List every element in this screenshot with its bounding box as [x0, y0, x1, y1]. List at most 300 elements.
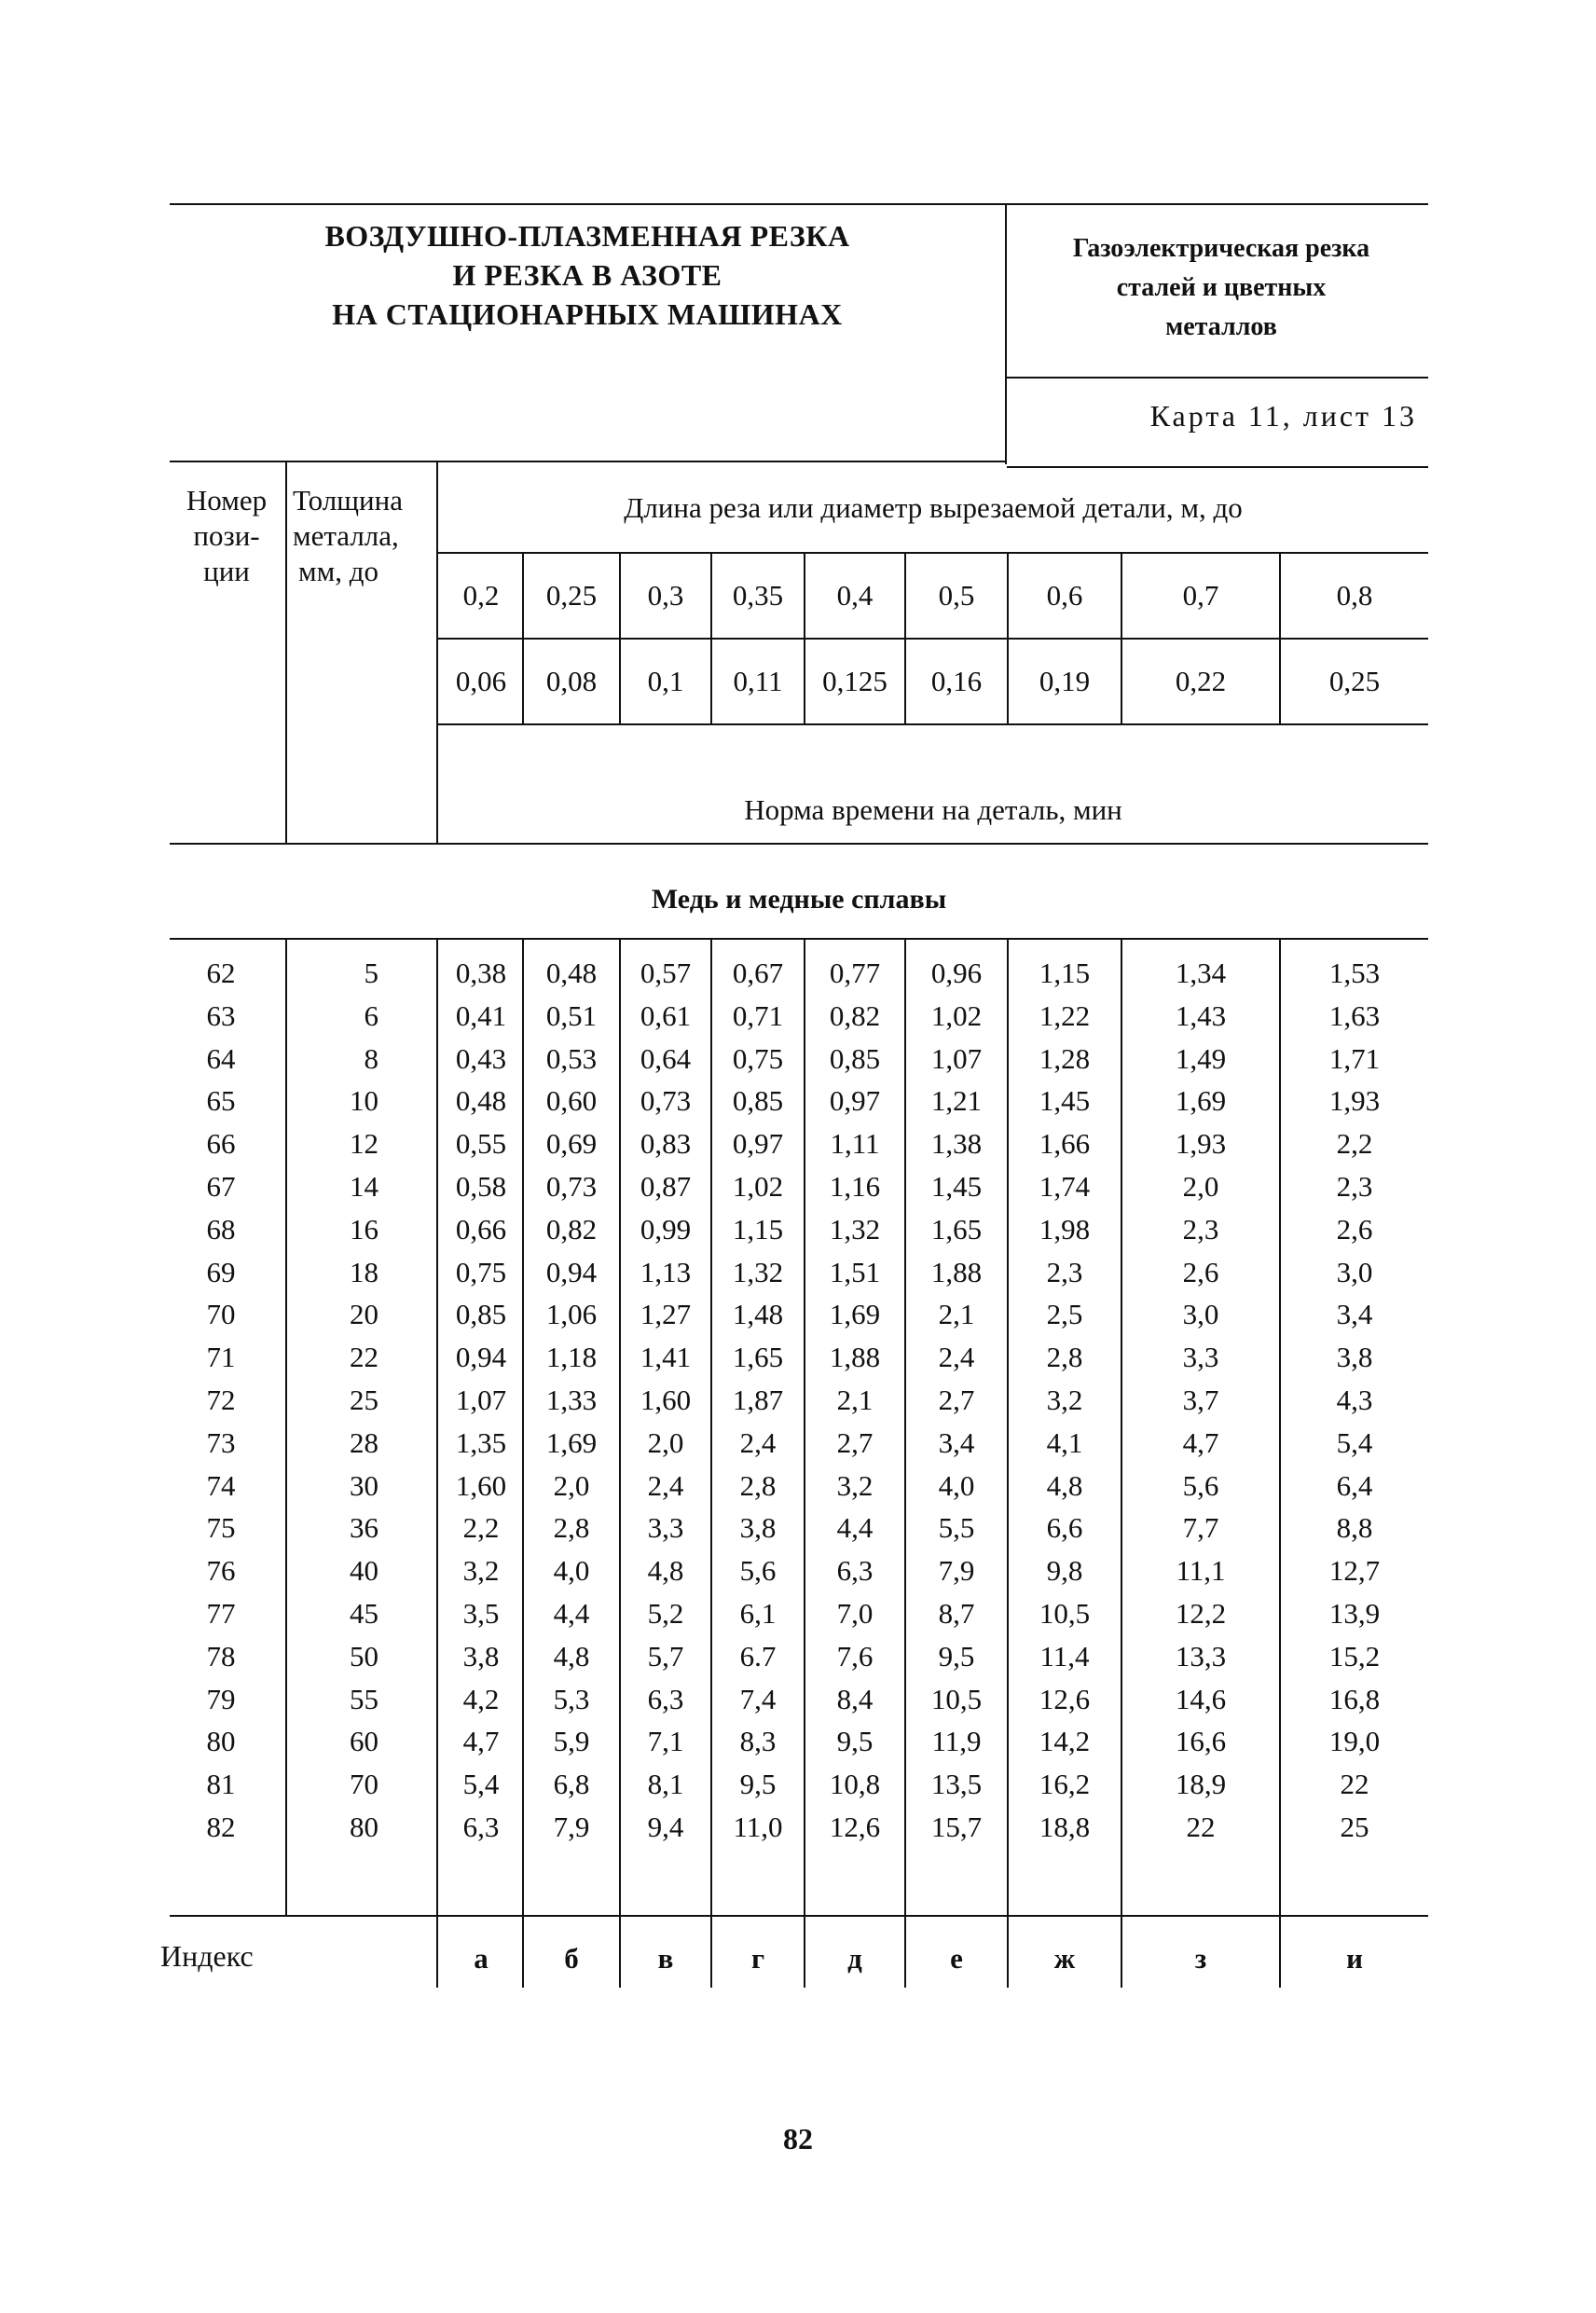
card-rule	[1007, 377, 1428, 379]
norm-value-cell: 9,4	[647, 1810, 684, 1843]
norm-value-cell: 2,4	[647, 1469, 684, 1502]
norm-value-cell: 0,67	[732, 957, 784, 989]
section-rule	[170, 938, 1428, 940]
norm-value-cell: 2,1	[836, 1384, 874, 1416]
norm-value-cell: 2,8	[739, 1469, 777, 1502]
norm-value-cell: 16,6	[1175, 1725, 1227, 1757]
norm-value-cell: 1,53	[1328, 957, 1381, 989]
norm-value-cell: 2,8	[553, 1511, 590, 1544]
index-letter-cell: д	[847, 1942, 862, 1975]
norm-value-cell: 19,0	[1328, 1725, 1381, 1757]
position-cell: 79	[206, 1683, 236, 1715]
norm-value-cell: 0,73	[640, 1084, 692, 1117]
norm-value-cell: 0,96	[930, 957, 983, 989]
norm-value-cell: 2,1	[938, 1298, 975, 1330]
diameter-value-cell: 0,125	[822, 665, 887, 697]
norm-value-cell: 1,74	[1039, 1170, 1091, 1203]
norm-value-cell: 1,16	[829, 1170, 881, 1203]
norm-value-cell: 6,8	[553, 1768, 590, 1800]
index-letter-cell: в	[657, 1942, 674, 1975]
header-value-divider	[1121, 554, 1122, 723]
norm-value-cell: 15,2	[1328, 1640, 1381, 1673]
norm-value-cell: 10,5	[930, 1683, 983, 1715]
norm-value-cell: 2,3	[1182, 1213, 1219, 1246]
position-cell: 77	[206, 1597, 236, 1630]
norm-value-cell: 0,58	[455, 1170, 507, 1203]
norm-value-cell: 11,0	[733, 1810, 783, 1843]
position-cell: 67	[206, 1170, 236, 1203]
norm-value-cell: 2,2	[462, 1511, 500, 1544]
norm-value-cell: 1,43	[1175, 999, 1227, 1032]
thickness-cell: 20	[350, 1298, 378, 1330]
norm-value-cell: 0,87	[640, 1170, 692, 1203]
thickness-cell: 70	[350, 1768, 378, 1800]
norm-value-cell: 13,5	[930, 1768, 983, 1800]
norm-value-cell: 0,77	[829, 957, 881, 989]
norm-value-cell: 1,69	[1175, 1084, 1227, 1117]
position-cell: 66	[206, 1127, 236, 1160]
norm-value-cell: 4,1	[1046, 1426, 1083, 1459]
norm-value-cell: 11,1	[1176, 1554, 1226, 1587]
diameter-values-rule	[438, 723, 1428, 725]
norm-value-cell: 1,21	[930, 1084, 983, 1117]
norm-value-cell: 8,7	[938, 1597, 975, 1630]
col-thickness-line-1: Толщина	[293, 484, 403, 516]
norm-value-cell: 7,9	[938, 1554, 975, 1587]
norm-value-cell: 0,48	[455, 1084, 507, 1117]
position-cell: 78	[206, 1640, 236, 1673]
norm-value-cell: 1,07	[455, 1384, 507, 1416]
norm-value-cell: 1,13	[640, 1256, 692, 1288]
norm-value-cell: 22	[1340, 1768, 1369, 1800]
norm-value-cell: 25	[1340, 1810, 1369, 1843]
position-cell: 80	[206, 1725, 236, 1757]
norm-value-cell: 5,5	[938, 1511, 975, 1544]
norm-value-cell: 0,94	[455, 1341, 507, 1373]
header-value-divider	[1007, 554, 1009, 723]
norm-value-cell: 0,75	[455, 1256, 507, 1288]
norm-value-cell: 3,2	[836, 1469, 874, 1502]
norm-value-cell: 1,33	[545, 1384, 598, 1416]
thickness-cell: 8	[364, 1042, 378, 1075]
norm-value-cell: 6,3	[836, 1554, 874, 1587]
norm-value-cell: 16,8	[1328, 1683, 1381, 1715]
norm-value-cell: 0,43	[455, 1042, 507, 1075]
norm-value-cell: 12,6	[829, 1810, 881, 1843]
thickness-cell: 16	[350, 1213, 378, 1246]
body-col-divider-values	[436, 938, 438, 1917]
page-number: 82	[783, 2122, 813, 2155]
index-letter-cell: г	[750, 1942, 765, 1975]
position-cell: 68	[206, 1213, 236, 1246]
diameter-value-cell: 0,06	[455, 665, 507, 697]
norm-value-cell: 1,15	[732, 1213, 784, 1246]
main-title-line-2: И РЕЗКА В АЗОТЕ	[452, 258, 722, 292]
norm-value-cell: 1,88	[930, 1256, 983, 1288]
norm-value-cell: 0,94	[545, 1256, 598, 1288]
norm-value-cell: 11,4	[1039, 1640, 1090, 1673]
header-value-divider	[619, 554, 621, 723]
norm-value-cell: 0,61	[640, 999, 692, 1032]
norm-value-cell: 4,2	[462, 1683, 500, 1715]
norm-value-cell: 3,7	[1182, 1384, 1219, 1416]
header-bottom-rule-right	[1007, 466, 1428, 468]
col-thickness-line-2: металла,	[293, 519, 399, 552]
position-cell: 75	[206, 1511, 236, 1544]
diameter-value-cell: 0,25	[1328, 665, 1381, 697]
norm-value-cell: 4,4	[553, 1597, 590, 1630]
norm-value-cell: 6.7	[739, 1640, 777, 1673]
norm-value-cell: 1,45	[930, 1170, 983, 1203]
norm-value-cell: 0,66	[455, 1213, 507, 1246]
norm-value-cell: 0,73	[545, 1170, 598, 1203]
thickness-cell: 10	[350, 1084, 378, 1117]
norm-value-cell: 3,4	[1336, 1298, 1373, 1330]
norm-value-cell: 6,6	[1046, 1511, 1083, 1544]
norm-value-cell: 0,48	[545, 957, 598, 989]
header-value-divider	[1279, 554, 1281, 723]
norm-value-cell: 0,99	[640, 1213, 692, 1246]
norm-value-cell: 8,1	[647, 1768, 684, 1800]
norm-value-cell: 3,8	[462, 1640, 500, 1673]
norm-value-cell: 13,9	[1328, 1597, 1381, 1630]
index-letter-cell: ж	[1053, 1942, 1076, 1975]
norm-value-cell: 6,1	[739, 1597, 777, 1630]
main-title-line-3: НА СТАЦИОНАРНЫХ МАШИНАХ	[332, 297, 843, 331]
norm-value-cell: 0,83	[640, 1127, 692, 1160]
header-value-divider	[804, 554, 805, 723]
thickness-cell: 45	[350, 1597, 378, 1630]
norm-value-cell: 1,02	[732, 1170, 784, 1203]
norm-value-cell: 2,7	[836, 1426, 874, 1459]
position-cell: 74	[206, 1469, 236, 1502]
position-cell: 62	[206, 957, 236, 989]
norm-value-cell: 0,82	[545, 1213, 598, 1246]
length-header: Длина реза или диаметр вырезаемой детали, м, до	[624, 491, 1243, 524]
norm-value-cell: 2,4	[938, 1341, 975, 1373]
norm-value-cell: 0,71	[732, 999, 784, 1032]
norm-value-cell: 4,8	[647, 1554, 684, 1587]
index-left-divider	[436, 1917, 438, 1988]
length-value-cell: 0,4	[836, 579, 874, 612]
norm-value-cell: 1,51	[829, 1256, 881, 1288]
norm-value-cell: 3,3	[647, 1511, 684, 1544]
norm-value-cell: 2,0	[553, 1469, 590, 1502]
norm-value-cell: 0,85	[732, 1084, 784, 1117]
norm-value-cell: 1,15	[1039, 957, 1091, 989]
norm-value-cell: 7,9	[553, 1810, 590, 1843]
norm-value-cell: 1,41	[640, 1341, 692, 1373]
index-label: Индекс	[160, 1939, 254, 1973]
norm-value-cell: 18,9	[1175, 1768, 1227, 1800]
norm-value-cell: 1,28	[1039, 1042, 1091, 1075]
norm-value-cell: 1,06	[545, 1298, 598, 1330]
norm-value-cell: 1,60	[640, 1384, 692, 1416]
col-divider-thickness	[285, 461, 287, 843]
card-label: Карта 11, лист 13	[1149, 399, 1417, 433]
position-cell: 71	[206, 1341, 236, 1373]
norm-value-cell: 1,65	[732, 1341, 784, 1373]
length-value-cell: 0,6	[1046, 579, 1083, 612]
norm-value-cell: 6,3	[647, 1683, 684, 1715]
norm-value-cell: 0,82	[829, 999, 881, 1032]
norm-value-cell: 18,8	[1039, 1810, 1091, 1843]
norm-value-cell: 7,4	[739, 1683, 777, 1715]
subtitle-line-2: сталей и цветных	[1116, 273, 1327, 302]
main-title-line-1: ВОЗДУШНО-ПЛАЗМЕННАЯ РЕЗКА	[324, 219, 850, 253]
index-letter-cell: е	[950, 1942, 963, 1975]
norm-value-cell: 1,63	[1328, 999, 1381, 1032]
norm-value-cell: 4,3	[1336, 1384, 1373, 1416]
norm-value-cell: 16,2	[1039, 1768, 1091, 1800]
norm-value-cell: 7,0	[836, 1597, 874, 1630]
thickness-cell: 18	[350, 1256, 378, 1288]
table-header-bottom-rule	[170, 843, 1428, 845]
diameter-value-cell: 0,19	[1039, 665, 1091, 697]
norm-value-cell: 0,85	[455, 1298, 507, 1330]
norm-value-cell: 0,38	[455, 957, 507, 989]
norm-value-cell: 1,07	[930, 1042, 983, 1075]
index-letter-cell: а	[474, 1942, 488, 1975]
diameter-value-cell: 0,11	[733, 665, 783, 697]
length-value-cell: 0,8	[1336, 579, 1373, 612]
col-position-line-3: ции	[203, 555, 250, 587]
norm-value-cell: 4,0	[938, 1469, 975, 1502]
norm-value-cell: 1,32	[732, 1256, 784, 1288]
norm-value-cell: 1,66	[1039, 1127, 1091, 1160]
subtitle	[1016, 229, 1426, 347]
diameter-value-cell: 0,16	[930, 665, 983, 697]
position-cell: 82	[206, 1810, 236, 1843]
position-cell: 81	[206, 1768, 236, 1800]
thickness-cell: 55	[350, 1683, 378, 1715]
norm-value-cell: 2,3	[1046, 1256, 1083, 1288]
norm-value-cell: 8,3	[739, 1725, 777, 1757]
position-cell: 63	[206, 999, 236, 1032]
norm-value-cell: 4,0	[553, 1554, 590, 1587]
header-value-divider	[710, 554, 712, 723]
thickness-cell: 36	[350, 1511, 378, 1544]
norm-value-cell: 14,6	[1175, 1683, 1227, 1715]
norm-value-cell: 3,3	[1182, 1341, 1219, 1373]
norm-value-cell: 14,2	[1039, 1725, 1091, 1757]
norm-value-cell: 0,64	[640, 1042, 692, 1075]
norm-value-cell: 0,97	[829, 1084, 881, 1117]
norm-value-cell: 1,93	[1328, 1084, 1381, 1117]
index-letter-cell: з	[1194, 1942, 1207, 1975]
norm-value-cell: 1,87	[732, 1384, 784, 1416]
norm-value-cell: 0,41	[455, 999, 507, 1032]
norm-value-cell: 5,6	[739, 1554, 777, 1587]
norm-value-cell: 5,7	[647, 1640, 684, 1673]
norm-value-cell: 7,1	[647, 1725, 684, 1757]
norm-value-cell: 22	[1186, 1810, 1216, 1843]
norm-value-cell: 1,02	[930, 999, 983, 1032]
norm-value-cell: 1,18	[545, 1341, 598, 1373]
norm-value-cell: 12,6	[1039, 1683, 1091, 1715]
norm-value-cell: 5,4	[1336, 1426, 1373, 1459]
diameter-value-cell: 0,1	[647, 665, 684, 697]
col-thickness-line-3: мм, до	[298, 555, 379, 587]
norm-value-cell: 1,38	[930, 1127, 983, 1160]
thickness-cell: 30	[350, 1469, 378, 1502]
length-value-cell: 0,25	[545, 579, 598, 612]
norm-value-cell: 4,4	[836, 1511, 874, 1544]
norm-value-cell: 2,7	[938, 1384, 975, 1416]
norm-header: Норма времени на деталь, мин	[744, 793, 1122, 826]
norm-value-cell: 1,27	[640, 1298, 692, 1330]
thickness-cell: 28	[350, 1426, 378, 1459]
col-position-line-2: пози-	[193, 519, 260, 552]
subtitle-line-3: металлов	[1165, 312, 1277, 341]
norm-value-cell: 1,11	[830, 1127, 880, 1160]
norm-value-cell: 10,8	[829, 1768, 881, 1800]
norm-value-cell: 0,55	[455, 1127, 507, 1160]
norm-value-cell: 1,45	[1039, 1084, 1091, 1117]
norm-value-cell: 1,69	[829, 1298, 881, 1330]
norm-value-cell: 13,3	[1175, 1640, 1227, 1673]
thickness-cell: 50	[350, 1640, 378, 1673]
length-value-cell: 0,7	[1182, 579, 1219, 612]
norm-value-cell: 7,7	[1182, 1511, 1219, 1544]
norm-value-cell: 1,35	[455, 1426, 507, 1459]
norm-value-cell: 3,0	[1336, 1256, 1373, 1288]
thickness-cell: 14	[350, 1170, 378, 1203]
section-title: Медь и медные сплавы	[651, 884, 947, 915]
norm-value-cell: 2,8	[1046, 1341, 1083, 1373]
diameter-value-cell: 0,08	[545, 665, 598, 697]
thickness-cell: 12	[350, 1127, 378, 1160]
norm-value-cell: 5,3	[553, 1683, 590, 1715]
norm-value-cell: 2,4	[739, 1426, 777, 1459]
norm-value-cell: 2,6	[1336, 1213, 1373, 1246]
norm-value-cell: 10,5	[1039, 1597, 1091, 1630]
norm-value-cell: 8,4	[836, 1683, 874, 1715]
norm-value-cell: 1,49	[1175, 1042, 1227, 1075]
norm-value-cell: 2,3	[1336, 1170, 1373, 1203]
position-cell: 76	[206, 1554, 236, 1587]
norm-value-cell: 1,98	[1039, 1213, 1091, 1246]
thickness-cell: 25	[350, 1384, 378, 1416]
norm-value-cell: 1,60	[455, 1469, 507, 1502]
length-value-cell: 0,5	[938, 579, 975, 612]
norm-value-cell: 15,7	[930, 1810, 983, 1843]
norm-value-cell: 5,2	[647, 1597, 684, 1630]
norm-value-cell: 4,8	[553, 1640, 590, 1673]
norm-value-cell: 1,65	[930, 1213, 983, 1246]
norm-value-cell: 3,2	[1046, 1384, 1083, 1416]
norm-value-cell: 3,8	[739, 1511, 777, 1544]
table-bottom-rule	[170, 1915, 1428, 1917]
norm-value-cell: 0,69	[545, 1127, 598, 1160]
diameter-value-cell: 0,22	[1175, 665, 1227, 697]
norm-value-cell: 4,7	[462, 1725, 500, 1757]
position-cell: 72	[206, 1384, 236, 1416]
thickness-cell: 6	[364, 999, 378, 1032]
norm-value-cell: 3,8	[1336, 1341, 1373, 1373]
header-value-divider	[904, 554, 906, 723]
norm-value-cell: 9,8	[1046, 1554, 1083, 1587]
norm-value-cell: 4,7	[1182, 1426, 1219, 1459]
norm-value-cell: 5,9	[553, 1725, 590, 1757]
norm-value-cell: 7,6	[836, 1640, 874, 1673]
position-cell: 69	[206, 1256, 236, 1288]
norm-value-cell: 0,53	[545, 1042, 598, 1075]
position-cell: 64	[206, 1042, 236, 1075]
norm-value-cell: 0,97	[732, 1127, 784, 1160]
norm-value-cell: 5,6	[1182, 1469, 1219, 1502]
index-letter-cell: и	[1346, 1942, 1363, 1975]
norm-value-cell: 0,51	[545, 999, 598, 1032]
norm-value-cell: 9,5	[938, 1640, 975, 1673]
norm-value-cell: 9,5	[836, 1725, 874, 1757]
norm-value-cell: 0,85	[829, 1042, 881, 1075]
norm-value-cell: 1,32	[829, 1213, 881, 1246]
norm-value-cell: 0,60	[545, 1084, 598, 1117]
thickness-cell: 22	[350, 1341, 378, 1373]
norm-value-cell: 8,8	[1336, 1511, 1373, 1544]
norm-value-cell: 12,7	[1328, 1554, 1381, 1587]
header-divider	[1005, 203, 1007, 464]
length-value-cell: 0,3	[647, 579, 684, 612]
index-letter-cell: б	[564, 1942, 579, 1975]
norm-value-cell: 3,5	[462, 1597, 500, 1630]
norm-value-cell: 1,48	[732, 1298, 784, 1330]
norm-value-cell: 4,8	[1046, 1469, 1083, 1502]
subtitle-line-1: Газоэлектрическая резка	[1072, 234, 1370, 263]
norm-value-cell: 0,57	[640, 957, 692, 989]
header-value-divider	[522, 554, 524, 723]
norm-value-cell: 6,3	[462, 1810, 500, 1843]
norm-value-cell: 3,2	[462, 1554, 500, 1587]
norm-value-cell: 2,0	[647, 1426, 684, 1459]
norm-value-cell: 9,5	[739, 1768, 777, 1800]
thickness-cell: 60	[350, 1725, 378, 1757]
norm-value-cell: 5,4	[462, 1768, 500, 1800]
header-top-rule	[170, 203, 1428, 205]
norm-value-cell: 1,34	[1175, 957, 1227, 989]
norm-value-cell: 2,5	[1046, 1298, 1083, 1330]
norm-value-cell: 0,75	[732, 1042, 784, 1075]
norm-value-cell: 2,0	[1182, 1170, 1219, 1203]
norm-value-cell: 11,9	[931, 1725, 982, 1757]
norm-value-cell: 1,71	[1328, 1042, 1381, 1075]
thickness-cell: 40	[350, 1554, 378, 1587]
length-value-cell: 0,2	[462, 579, 500, 612]
position-cell: 70	[206, 1298, 236, 1330]
thickness-cell: 80	[350, 1810, 378, 1843]
thickness-cell: 5	[364, 957, 378, 989]
main-title	[186, 216, 988, 334]
norm-value-cell: 2,6	[1182, 1256, 1219, 1288]
col-position-line-1: Номер	[186, 484, 268, 516]
norm-value-cell: 3,4	[938, 1426, 975, 1459]
norm-value-cell: 1,22	[1039, 999, 1091, 1032]
col-position-header	[170, 483, 283, 589]
norm-value-cell: 3,0	[1182, 1298, 1219, 1330]
position-cell: 73	[206, 1426, 236, 1459]
col-thickness-header	[293, 483, 433, 589]
norm-value-cell: 12,2	[1175, 1597, 1227, 1630]
norm-value-cell: 1,69	[545, 1426, 598, 1459]
norm-value-cell: 2,2	[1336, 1127, 1373, 1160]
norm-value-cell: 1,88	[829, 1341, 881, 1373]
position-cell: 65	[206, 1084, 236, 1117]
length-value-cell: 0,35	[732, 579, 784, 612]
norm-value-cell: 6,4	[1336, 1469, 1373, 1502]
norm-value-cell: 1,93	[1175, 1127, 1227, 1160]
header-bottom-rule-left	[170, 461, 1007, 462]
